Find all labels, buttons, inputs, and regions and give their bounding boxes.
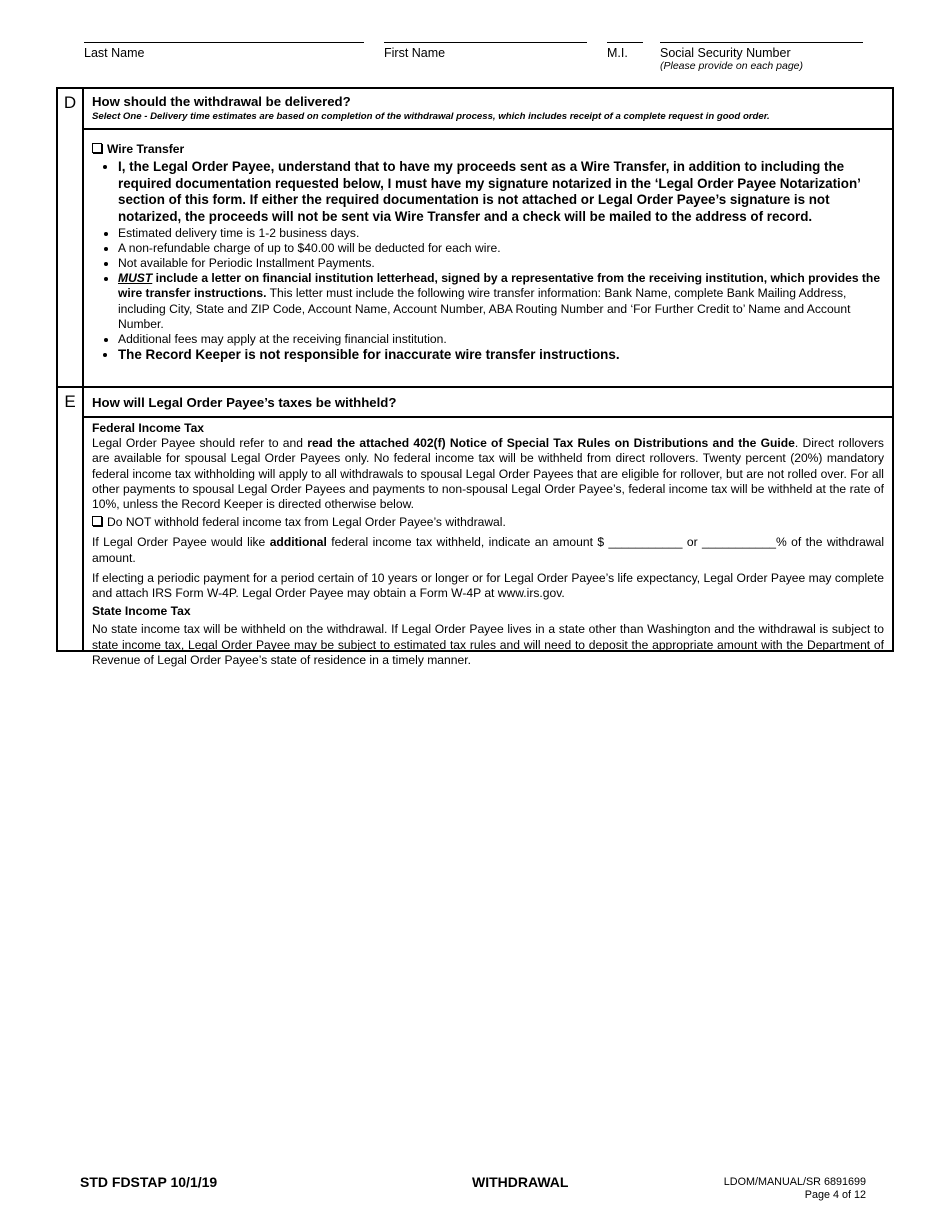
section-e-content — [84, 418, 892, 679]
bullet-periodic: • Not available for Periodic Installment Payments. — [118, 256, 884, 271]
periodic-payment-paragraph: If electing a periodic payment for a period certain of 10 years or longer or for Legal Order Payee’s life expectancy, Legal Order Payee may complete and attach IRS Form W-4P. Legal Order Payee may obtain a Form W-4P at www.irs.gov. — [92, 570, 884, 601]
bullet-notarization: • I, the Legal Order Payee, understand that to have my proceeds sent as a Wire Transfer, in addition to including the required documentation requested below, I must have my signature notarized in the ‘Legal Order Payee Notarization’ section of this form. If either the required documentation is not attached or Legal Order Payee’s signature is not notarized, the proceeds will not be sent via Wire Transfer and a check will be mailed to the address of record. — [118, 159, 884, 225]
ssn-note: (Please provide on each page) — [660, 60, 804, 72]
bullet-record-keeper: • The Record Keeper is not responsible for inaccurate wire transfer instructions. — [118, 347, 884, 364]
state-tax-paragraph: No state income tax will be withheld on the withdrawal. If Legal Order Payee lives in a state other than Washington and the withdrawal is subject to state income tax, Legal Order Payee may be subject to estimated tax rules and will need to deposit the appropriate amount with the Department of Revenue of Legal Order Payee’s state of residence in a timely manner. — [92, 622, 884, 667]
section-e-letter: E — [58, 388, 84, 650]
last-name-field[interactable] — [84, 42, 364, 86]
page-number: Page 4 of 12 — [804, 1189, 866, 1201]
footer-info — [724, 1176, 866, 1202]
section-d-title: How should the withdrawal be delivered? — [92, 94, 351, 109]
last-name-line — [84, 42, 364, 43]
must-bold-text: include a letter on financial institution letterhead, signed by a representative from the receiving institution, which provides the wire transfer instructions. — [118, 271, 881, 301]
additional-start: If Legal Order Payee would like — [92, 535, 270, 550]
no-withhold-label: Do NOT withhold federal income tax from Legal Order Payee’s withdrawal. — [107, 515, 506, 530]
section-d-title-row — [84, 89, 892, 130]
bullet-charge: • A non-refundable charge of up to $40.00 will be deducted for each wire. — [118, 241, 884, 256]
form-code: LDOM/MANUAL/SR 6891699 — [723, 1176, 866, 1188]
middle-initial-label: M.I. — [607, 46, 628, 60]
federal-p1-bold: read the attached 402(f) Notice of Special Tax Rules on Distributions and the Guide — [307, 436, 795, 451]
ssn-field[interactable] — [660, 42, 863, 86]
section-d-letter: D — [58, 89, 84, 386]
federal-tax-heading: Federal Income Tax — [92, 421, 205, 435]
ssn-label: Social Security Number — [660, 46, 791, 60]
bullet-delivery-time: • Estimated delivery time is 1-2 business days. — [118, 226, 884, 241]
section-d — [56, 87, 894, 388]
wire-transfer-bullets — [92, 159, 884, 364]
no-withhold-option[interactable] — [92, 515, 884, 530]
section-e-title-row — [84, 388, 892, 418]
must-word: MUST — [118, 271, 153, 286]
first-name-line — [384, 42, 587, 43]
first-name-label: First Name — [384, 46, 446, 60]
form-id: STD FDSTAP 10/1/19 — [80, 1174, 218, 1190]
section-d-body — [84, 89, 892, 372]
no-withhold-checkbox[interactable] — [92, 516, 102, 526]
form-type: WITHDRAWAL — [472, 1174, 569, 1190]
section-d-content — [84, 130, 892, 372]
bullet-letter-requirement — [118, 271, 884, 332]
additional-end: federal income tax withheld, indicate an amount $ ___________ or ___________% of the withdrawal amount. — [92, 535, 885, 565]
federal-p1-end: . Direct rollovers are available for spousal Legal Order Payees only. No federal income tax will be withheld from direct rollovers. Twenty percent (20%) mandatory federal income tax withholding will apply to all withdrawals to spousal Legal Order Payees that are eligible for rollover, but are not rolled over. For all other payments to spousal Legal Order Payees and payments to non-spousal Legal Order Payee’s, federal income tax will be withheld at the rate of 10%, unless the Record Keeper is directed otherwise below. — [92, 436, 884, 512]
state-tax-heading: State Income Tax — [92, 604, 191, 619]
last-name-label: Last Name — [84, 46, 145, 60]
middle-initial-field[interactable] — [607, 42, 643, 86]
additional-withholding-paragraph[interactable] — [92, 535, 884, 565]
section-d-subtitle: Select One - Delivery time estimates are based on completion of the withdrawal process, which includes receipt of a complete request in good order. — [92, 111, 770, 122]
middle-initial-line — [607, 42, 643, 43]
wire-transfer-label: Wire Transfer — [107, 142, 185, 156]
must-rest-text: This letter must include the following wire transfer information: Bank Name, complete Bank Mailing Address, including City, State and ZIP Code, Account Name, Account Number, ABA Routing Number and ‘For Further Credit to’ Name and Account Number. — [118, 286, 851, 331]
federal-tax-paragraph — [92, 436, 884, 512]
first-name-field[interactable] — [384, 42, 587, 86]
bullet-additional-fees: • Additional fees may apply at the receiving financial institution. — [118, 332, 884, 347]
federal-p1-start: Legal Order Payee should refer to and — [92, 436, 308, 451]
section-e — [56, 386, 894, 667]
ssn-line — [660, 42, 863, 43]
section-e-title: How will Legal Order Payee’s taxes be withheld? — [92, 395, 397, 410]
wire-transfer-option[interactable] — [92, 142, 884, 157]
additional-bold: additional — [269, 535, 327, 550]
section-e-body — [84, 388, 892, 679]
wire-transfer-checkbox[interactable] — [92, 143, 102, 153]
